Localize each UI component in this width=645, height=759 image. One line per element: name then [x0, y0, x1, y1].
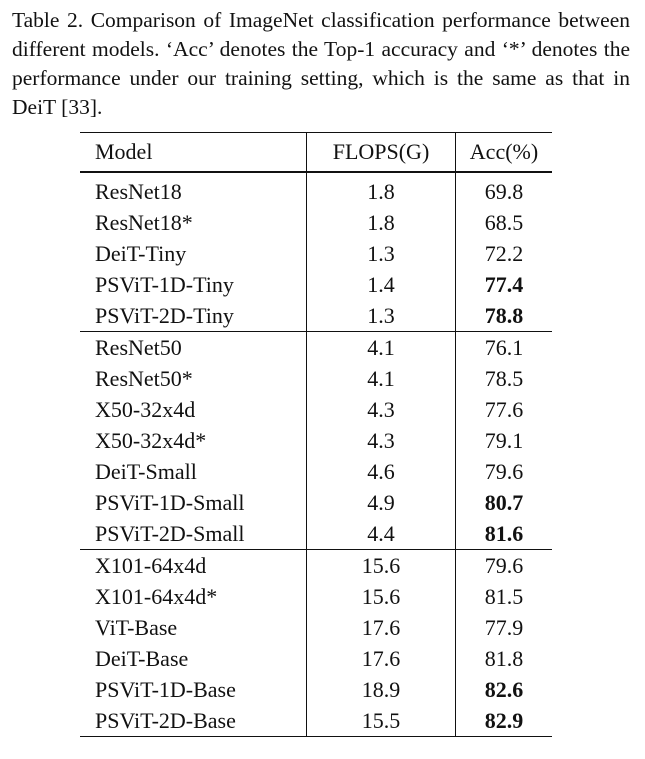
table-row	[80, 487, 552, 518]
cell-flops: 4.3	[307, 425, 456, 456]
cell-model: ResNet18*	[95, 210, 193, 235]
header-flops: FLOPS(G)	[307, 133, 456, 173]
table-row	[80, 674, 552, 705]
cell-flops: 15.6	[307, 550, 456, 582]
table-row	[80, 363, 552, 394]
cell-flops: 1.8	[307, 172, 456, 207]
cell-flops: 4.1	[307, 332, 456, 364]
cell-model: DeiT-Small	[95, 459, 197, 484]
cell-model: PSViT-1D-Base	[95, 677, 236, 702]
cell-model: X50-32x4d	[95, 397, 196, 422]
cell-flops: 15.5	[307, 705, 456, 737]
table-row	[80, 394, 552, 425]
cell-acc: 77.4	[484, 272, 524, 297]
table-row	[80, 518, 552, 550]
table-row	[80, 612, 552, 643]
cell-acc: 68.5	[484, 210, 524, 235]
table-header	[80, 133, 552, 173]
cell-acc: 79.6	[456, 550, 553, 582]
cell-model: PSViT-1D-Tiny	[95, 272, 234, 297]
table-caption: Table 2. Comparison of ImageNet classification performance between different models. ‘Acc’ denotes the Top-1 accuracy and ‘*’ denotes the performance under our training setting, which is the same as that in DeiT [33].	[12, 8, 630, 119]
cell-flops: 4.9	[307, 487, 456, 518]
cell-acc: 79.6	[484, 459, 524, 484]
cell-model: PSViT-2D-Small	[95, 521, 245, 546]
table-row	[80, 581, 552, 612]
cell-model: DeiT-Base	[95, 646, 189, 671]
cell-acc: 81.5	[484, 584, 524, 609]
cell-acc: 79.1	[484, 428, 524, 453]
cell-model: ResNet18	[80, 172, 307, 207]
header-model: Model	[80, 133, 307, 173]
table-row	[80, 238, 552, 269]
cell-acc: 80.7	[484, 490, 524, 515]
cell-flops: 1.3	[307, 238, 456, 269]
cell-model: PSViT-1D-Small	[95, 490, 245, 515]
cell-flops: 1.3	[307, 300, 456, 332]
cell-flops: 4.1	[307, 363, 456, 394]
cell-model: ResNet50	[80, 332, 307, 364]
cell-acc: 81.6	[484, 521, 524, 546]
table-row	[80, 705, 552, 737]
cell-flops: 4.3	[307, 394, 456, 425]
cell-model: X101-64x4d	[80, 550, 307, 582]
cell-acc: 82.6	[484, 677, 524, 702]
cell-flops: 17.6	[307, 612, 456, 643]
cell-acc: 82.9	[456, 705, 553, 737]
cell-flops: 1.8	[307, 207, 456, 238]
table-row	[80, 300, 552, 332]
table-row	[80, 550, 552, 582]
results-table	[80, 132, 552, 737]
table-row	[80, 456, 552, 487]
group-small	[80, 332, 552, 550]
cell-acc: 78.5	[484, 366, 524, 391]
cell-flops: 17.6	[307, 643, 456, 674]
cell-acc: 81.8	[484, 646, 524, 671]
table-row	[80, 172, 552, 207]
cell-flops: 4.6	[307, 456, 456, 487]
table-row	[80, 332, 552, 364]
cell-acc: 78.8	[484, 303, 524, 328]
group-base	[80, 550, 552, 737]
cell-acc: 72.2	[484, 241, 524, 266]
cell-acc: 69.8	[456, 172, 553, 207]
table-row	[80, 269, 552, 300]
cell-flops: 1.4	[307, 269, 456, 300]
table-row	[80, 643, 552, 674]
cell-model: ViT-Base	[95, 615, 178, 640]
cell-acc: 76.1	[456, 332, 553, 364]
cell-model: X50-32x4d*	[95, 428, 207, 453]
cell-acc: 77.6	[484, 397, 524, 422]
header-acc: Acc(%)	[456, 133, 553, 173]
cell-flops: 15.6	[307, 581, 456, 612]
table-row	[80, 425, 552, 456]
table-row	[80, 207, 552, 238]
cell-model: X101-64x4d*	[95, 584, 218, 609]
cell-acc: 77.9	[484, 615, 524, 640]
header-row	[80, 133, 552, 173]
cell-model: DeiT-Tiny	[95, 241, 187, 266]
cell-model: PSViT-2D-Base	[80, 705, 307, 737]
group-tiny	[80, 172, 552, 332]
cell-flops: 18.9	[307, 674, 456, 705]
cell-model: PSViT-2D-Tiny	[95, 303, 234, 328]
cell-model: ResNet50*	[95, 366, 193, 391]
comparison-table	[80, 132, 552, 737]
cell-flops: 4.4	[307, 518, 456, 550]
